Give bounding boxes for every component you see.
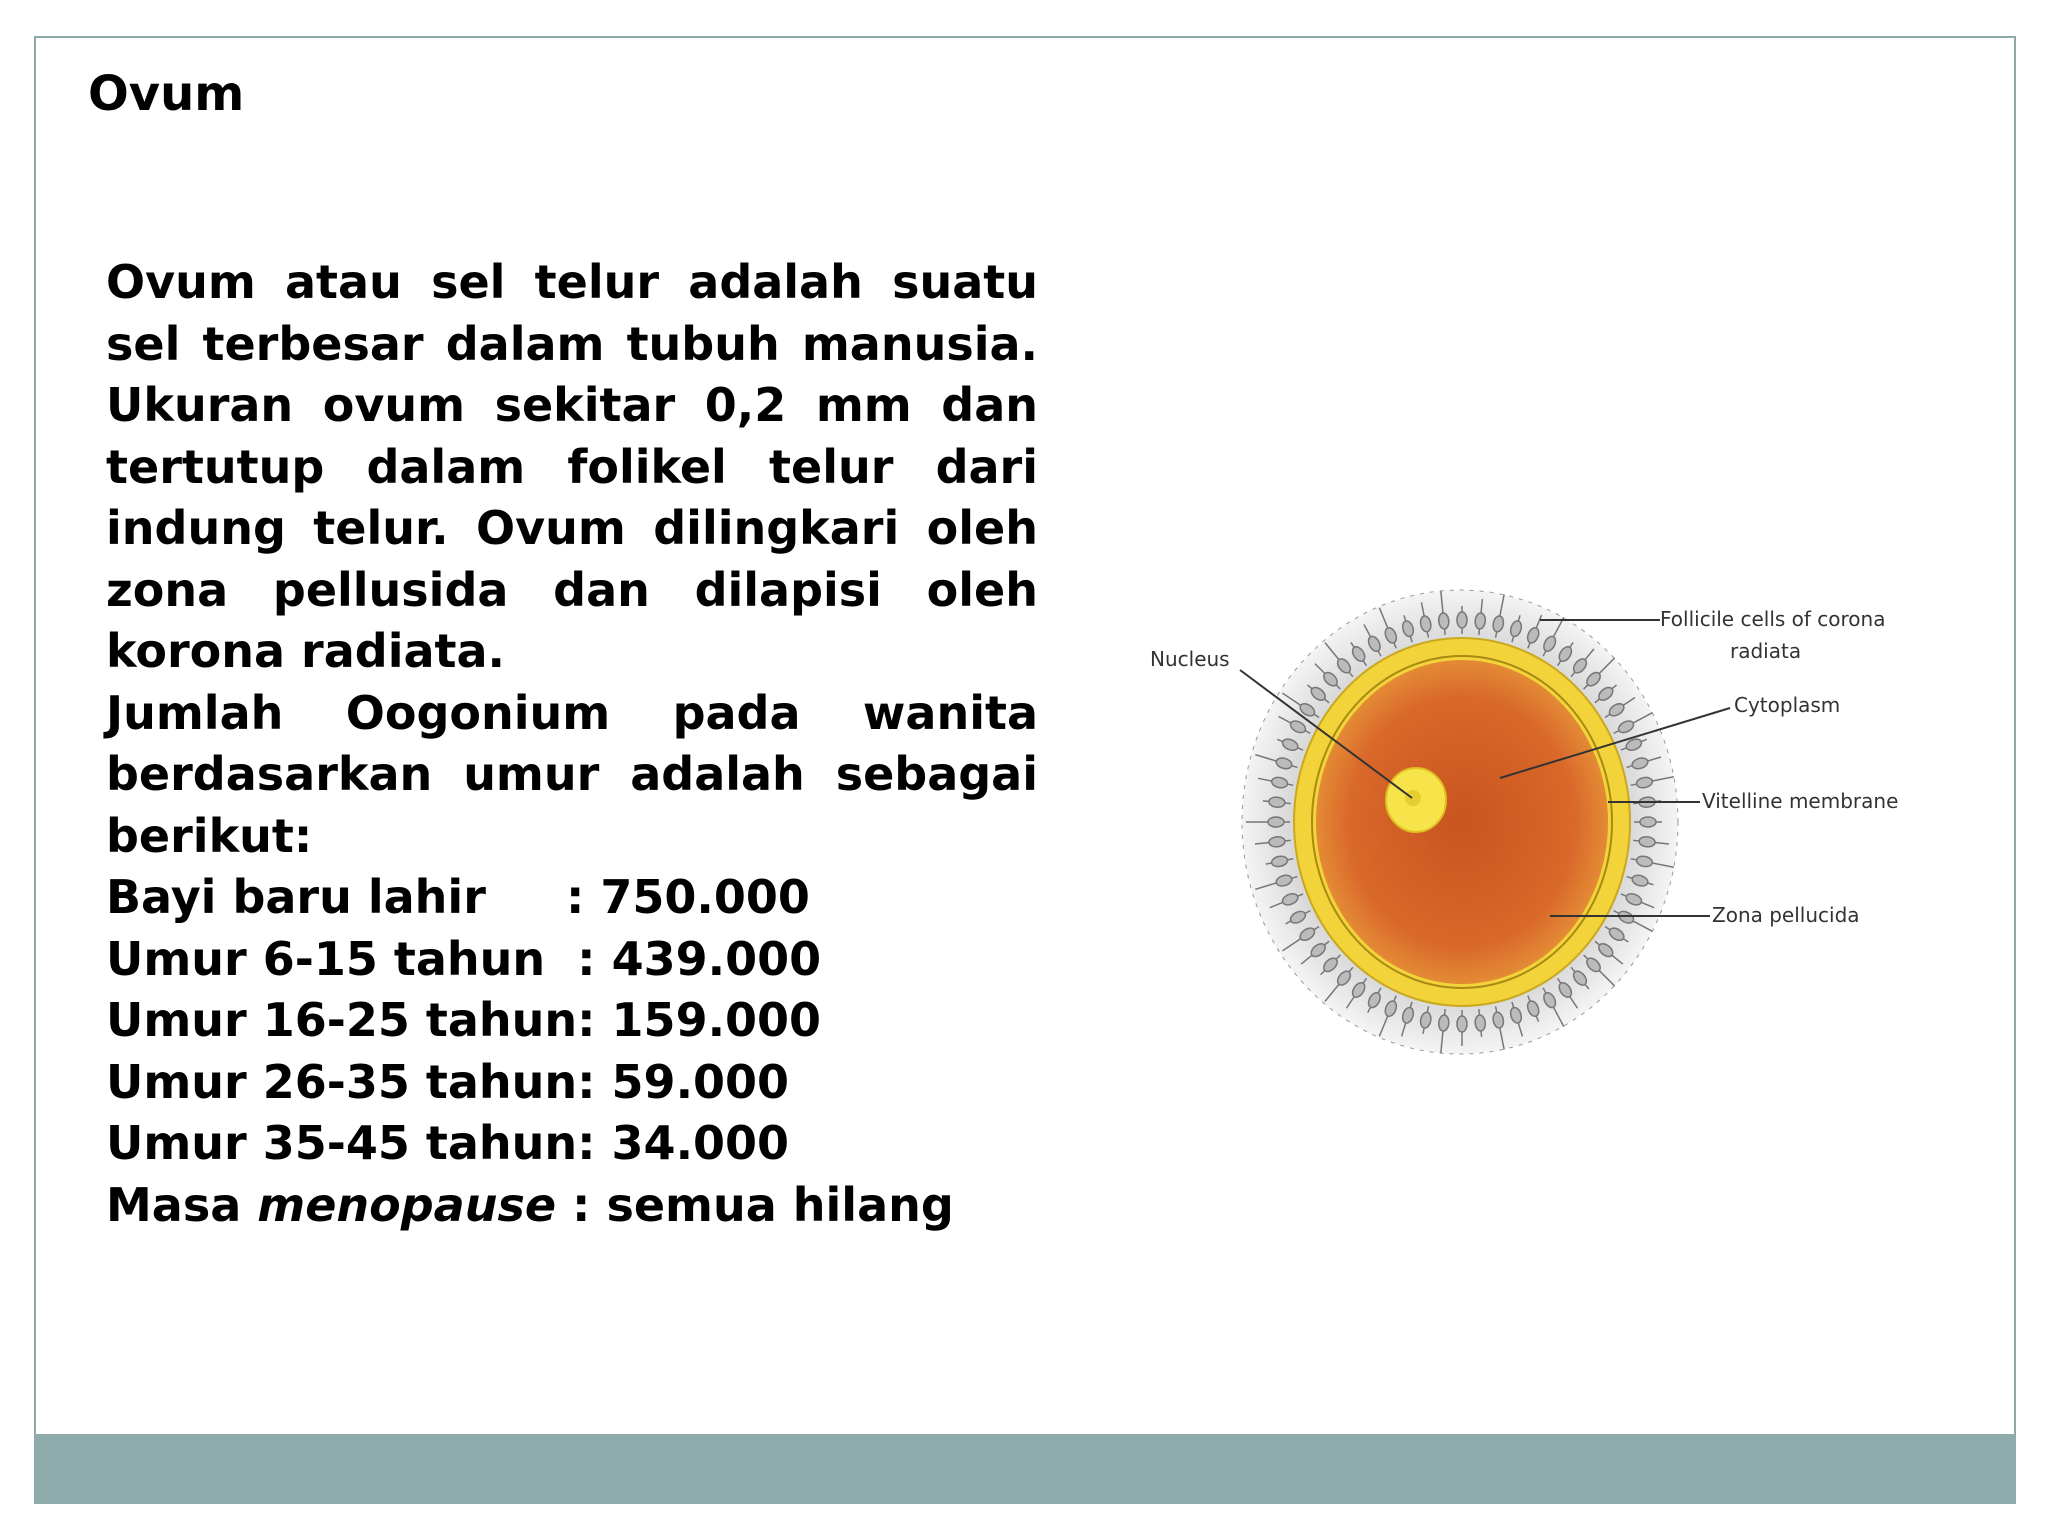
corona-cell	[1457, 612, 1467, 628]
corona-cell	[1457, 1016, 1467, 1032]
label-follicle-cells: Follicile cells of corona	[1660, 607, 1886, 631]
stat-label: Umur 6-15 tahun	[106, 931, 578, 986]
stat-label: Bayi baru lahir	[106, 870, 566, 924]
footer-bar	[34, 1434, 2016, 1504]
cytoplasm	[1316, 660, 1608, 984]
label-nucleus: Nucleus	[1150, 647, 1230, 671]
stat-label: Umur 35-45 tahun	[106, 1116, 578, 1170]
stat-line	[106, 867, 1038, 929]
stat-label: Masa	[106, 1177, 258, 1232]
nucleolus	[1405, 790, 1421, 806]
stat-line	[106, 1113, 1038, 1175]
stat-value: : 34.000	[577, 1116, 790, 1170]
body-text	[106, 252, 1038, 1236]
stat-line-menopause	[106, 1175, 1038, 1237]
stat-value: : semua hilang	[556, 1177, 954, 1232]
slide-title: Ovum	[88, 66, 245, 122]
ovum-diagram	[1120, 560, 1920, 1080]
label-cytoplasm: Cytoplasm	[1734, 693, 1841, 717]
stat-line	[106, 1052, 1038, 1114]
corona-cell	[1268, 817, 1284, 827]
stats-list	[106, 867, 1038, 1236]
corona-cell	[1640, 817, 1656, 827]
stat-value: : 750.000	[565, 870, 810, 924]
stat-line	[106, 929, 1038, 991]
stat-value: : 59.000	[577, 1054, 790, 1109]
stat-value: : 159.000	[577, 993, 822, 1047]
stat-label-emphasis: menopause	[257, 1177, 557, 1232]
stat-value: : 439.000	[577, 931, 822, 986]
paragraph-description: Ovum atau sel telur adalah suatu sel terbesar dalam tubuh manusia. Ukuran ovum sekitar 0,2 mm dan tertutup dalam folikel telur dari indung telur. Ovum dilingkari oleh zona pellusida dan dilapisi oleh korona radiata.	[106, 255, 1038, 678]
label-vitelline-membrane: Vitelline membrane	[1702, 789, 1899, 813]
label-follicle-cells-2: radiata	[1730, 639, 1802, 663]
paragraph-oogonium: Jumlah Oogonium pada wanita berdasarkan umur adalah sebagai berikut:	[106, 685, 1038, 863]
stat-label: Umur 26-35 tahun	[106, 1054, 578, 1109]
label-zona-pellucida: Zona pellucida	[1712, 903, 1860, 927]
stat-label: Umur 16-25 tahun	[106, 993, 578, 1047]
stat-line	[106, 990, 1038, 1052]
